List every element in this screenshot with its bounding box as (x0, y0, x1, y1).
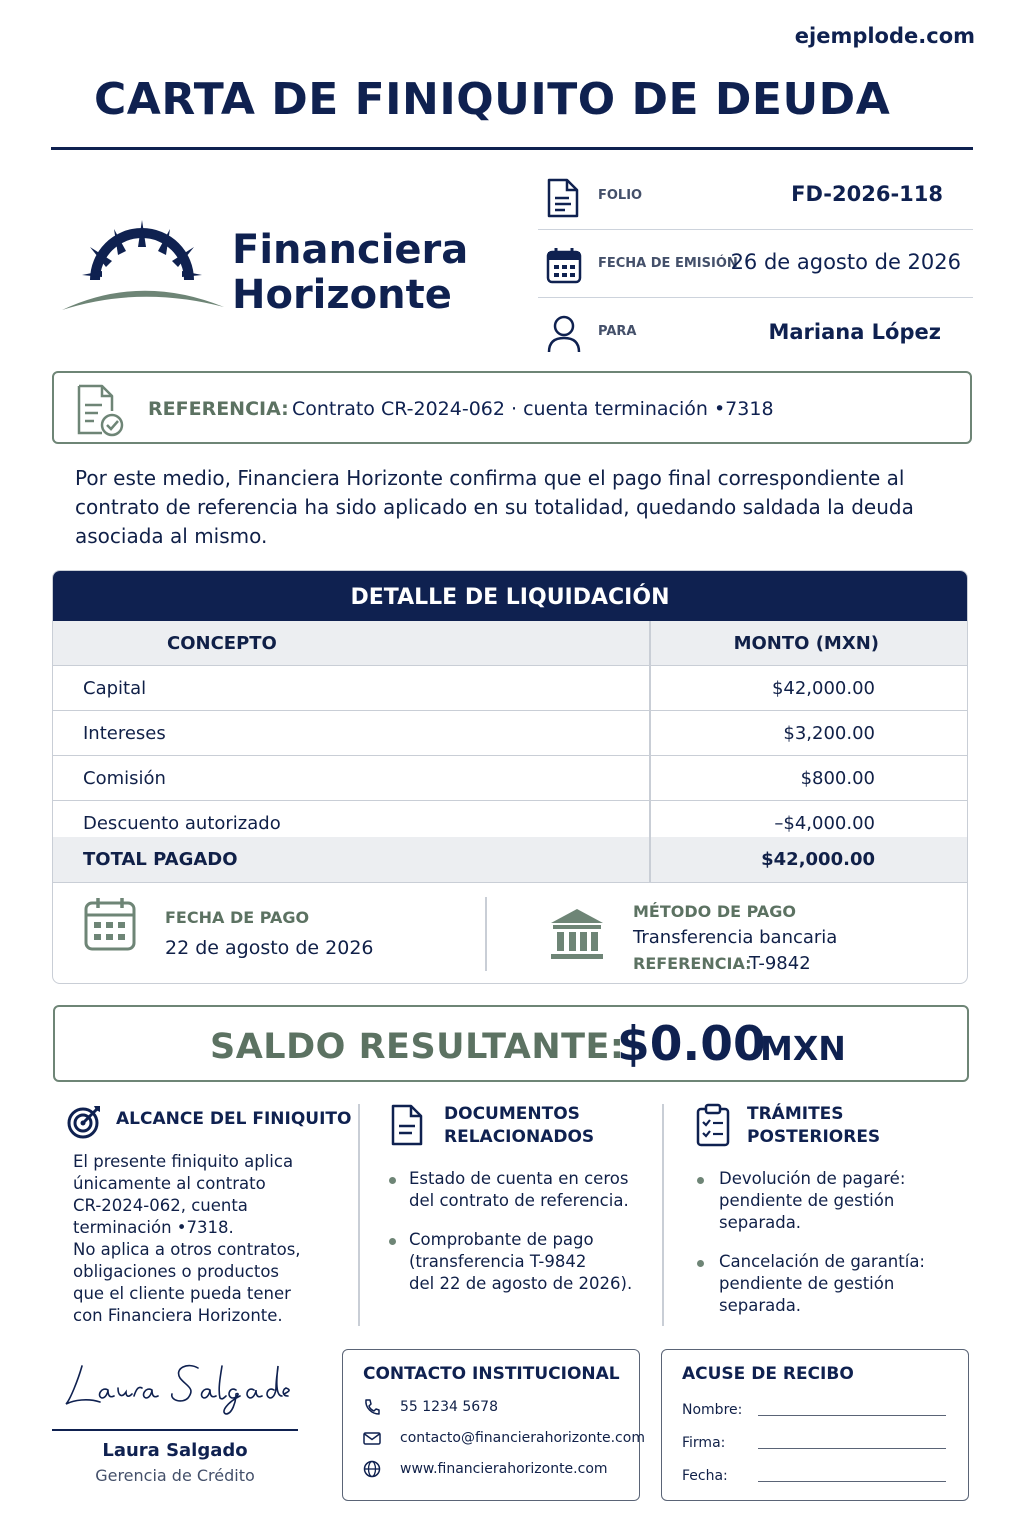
contact-phone: 55 1234 5678 (400, 1399, 498, 1415)
col-separator (649, 666, 651, 710)
col-monto: MONTO (MXN) (733, 633, 879, 654)
item-line: pendiente de gestión (719, 1191, 895, 1210)
saldo-value: $0.00 (617, 1017, 766, 1072)
metodo-ref-value: T-9842 (749, 953, 811, 974)
para-label: PARA (598, 324, 637, 339)
concepto-cell: Capital (83, 678, 147, 699)
concepto-cell: Comisión (83, 768, 166, 789)
table-row (53, 711, 967, 756)
acuse-fecha-label: Fecha: (682, 1468, 728, 1484)
contact-web[interactable]: www.financierahorizonte.com (400, 1461, 608, 1477)
folio-row (538, 162, 973, 230)
documentos-item (409, 1168, 629, 1212)
item-line: del 22 de agosto de 2026). (409, 1274, 633, 1293)
alcance-line: No aplica a otros contratos, (73, 1240, 301, 1259)
page-title: CARTA DE FINIQUITO DE DEUDA (94, 74, 891, 125)
signer-name: Laura Salgado (102, 1440, 248, 1461)
col-separator (649, 756, 651, 800)
alcance-line: obligaciones o productos (73, 1262, 280, 1281)
alcance-text (73, 1151, 301, 1327)
item-line: Comprobante de pago (409, 1230, 594, 1249)
acuse-box (661, 1349, 969, 1501)
referencia-box (52, 371, 972, 444)
calendar-icon (83, 895, 137, 953)
intro-paragraph: Por este medio, Financiera Horizonte confirma que el pago final correspondiente al contrato de referencia ha sido aplicado en su totalidad, quedando saldada la deuda asociada al mismo. (75, 466, 914, 548)
total-row (53, 837, 967, 883)
clipboard-icon (695, 1103, 731, 1147)
sun-logo-icon (60, 215, 228, 315)
signature-line (52, 1429, 298, 1431)
documentos-item (409, 1229, 632, 1295)
contacto-box (342, 1349, 645, 1501)
item-line: separada. (719, 1213, 802, 1232)
table-row (53, 666, 967, 711)
saldo-label: SALDO RESULTANTE: (210, 1027, 625, 1067)
brand-line-2: Horizonte (232, 272, 452, 318)
handwritten-signature (60, 1352, 292, 1422)
metodo-value: Transferencia bancaria (633, 927, 838, 948)
metodo-label: MÉTODO DE PAGO (633, 902, 796, 921)
tramites-title-line: POSTERIORES (747, 1127, 881, 1147)
tramites-title (747, 1103, 880, 1149)
col-concepto: CONCEPTO (167, 633, 277, 654)
item-line: Devolución de pagaré: (719, 1169, 906, 1188)
item-line: pendiente de gestión (719, 1274, 895, 1293)
person-icon (546, 314, 582, 354)
referencia-value: Contrato CR-2024-062 · cuenta terminación •7318 (292, 398, 774, 420)
acuse-firma-label: Firma: (682, 1435, 726, 1451)
phone-icon (363, 1398, 381, 1416)
folio-value: FD-2026-118 (791, 182, 943, 206)
alcance-line: con Financiera Horizonte. (73, 1306, 283, 1325)
target-icon (66, 1104, 102, 1140)
detalle-title: DETALLE DE LIQUIDACIÓN (53, 571, 967, 621)
document-check-icon (74, 383, 126, 437)
fecha-row (538, 230, 973, 298)
fecha-pago-value: 22 de agosto de 2026 (165, 937, 374, 959)
alcance-line: El presente finiquito aplica (73, 1152, 294, 1171)
para-value: Mariana López (768, 320, 941, 344)
saldo-box (53, 1005, 969, 1082)
site-domain: ejemplode.com (794, 24, 975, 48)
contact-email[interactable]: contacto@financierahorizonte.com (400, 1430, 645, 1446)
referencia-label: REFERENCIA: (148, 398, 289, 420)
col-separator (649, 837, 651, 882)
document-icon (546, 178, 580, 218)
brand-name (232, 228, 468, 318)
fecha-label: FECHA DE EMISIÓN (598, 256, 738, 271)
column-divider (358, 1104, 360, 1326)
tramites-item (719, 1168, 905, 1234)
tramites-item (719, 1251, 925, 1317)
acuse-title: ACUSE DE RECIBO (682, 1364, 854, 1384)
item-line: separada. (719, 1296, 802, 1315)
saldo-currency: MXN (760, 1029, 846, 1068)
alcance-line: que el cliente pueda tener (73, 1284, 291, 1303)
bullet (389, 1238, 396, 1245)
document-icon (390, 1104, 424, 1146)
fecha-pago-label: FECHA DE PAGO (165, 908, 310, 927)
bullet (389, 1177, 396, 1184)
monto-cell: $3,200.00 (783, 723, 875, 744)
alcance-line: únicamente al contrato (73, 1174, 266, 1193)
bullet (697, 1260, 704, 1267)
bullet (697, 1177, 704, 1184)
total-label: TOTAL PAGADO (83, 849, 238, 870)
calendar-icon (546, 246, 582, 284)
acuse-nombre-label: Nombre: (682, 1402, 743, 1418)
concepto-cell: Intereses (83, 723, 166, 744)
monto-cell: $42,000.00 (771, 678, 875, 699)
concepto-cell: Descuento autorizado (83, 813, 281, 834)
alcance-line: terminación •7318. (73, 1218, 234, 1237)
globe-icon (363, 1460, 381, 1478)
item-line: Estado de cuenta en ceros (409, 1169, 629, 1188)
brand-line-1: Financiera (232, 227, 469, 273)
documentos-title-line: RELACIONADOS (444, 1127, 595, 1147)
alcance-title: ALCANCE DEL FINIQUITO (116, 1109, 352, 1129)
alcance-line: CR-2024-062, cuenta (73, 1196, 248, 1215)
item-line: Cancelación de garantía: (719, 1252, 925, 1271)
col-separator (649, 711, 651, 755)
bank-icon (549, 907, 605, 961)
para-row (538, 298, 973, 366)
acuse-firma-line[interactable] (758, 1448, 946, 1449)
table-header-row (53, 621, 967, 666)
column-divider (662, 1104, 664, 1326)
tramites-title-line: TRÁMITES (747, 1104, 844, 1124)
acuse-fecha-line[interactable] (758, 1481, 946, 1482)
folio-label: FOLIO (598, 188, 643, 203)
monto-cell: –$4,000.00 (774, 813, 875, 834)
detalle-table (52, 570, 968, 984)
payment-divider (485, 897, 487, 971)
metodo-ref-label: REFERENCIA: (633, 954, 752, 973)
item-line: (transferencia T-9842 (409, 1252, 587, 1271)
fecha-value: 26 de agosto de 2026 (730, 250, 961, 274)
contacto-title: CONTACTO INSTITUCIONAL (363, 1364, 620, 1384)
title-divider (51, 147, 973, 150)
col-separator (649, 621, 651, 665)
mail-icon (363, 1429, 381, 1447)
total-value: $42,000.00 (761, 849, 875, 870)
documentos-title-line: DOCUMENTOS (444, 1104, 580, 1124)
monto-cell: $800.00 (800, 768, 875, 789)
item-line: del contrato de referencia. (409, 1191, 629, 1210)
signer-role: Gerencia de Crédito (95, 1466, 255, 1485)
table-row (53, 756, 967, 801)
acuse-nombre-line[interactable] (758, 1415, 946, 1416)
documentos-title (444, 1103, 594, 1149)
